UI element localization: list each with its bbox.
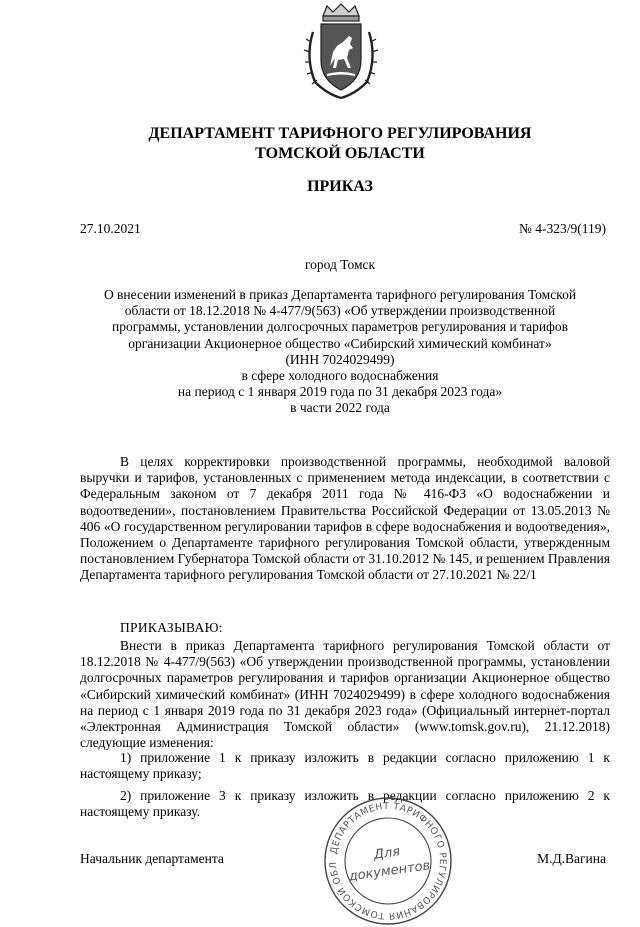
document-type: ПРИКАЗ — [307, 178, 373, 195]
subject-line: программы, установлении долгосрочных параметров регулирования и тарифов — [112, 319, 568, 335]
document-subject — [80, 287, 600, 417]
document-date: 27.10.2021 — [80, 221, 141, 236]
order-item-2: 2) приложение 3 к приказу изложить в редакции согласно приложению 2 к настоящему приказу. — [80, 788, 610, 820]
subject-line: (ИНН 7024029499) — [285, 351, 395, 367]
signature-position: Начальник департамента — [80, 851, 224, 866]
document-city: город Томск — [304, 257, 376, 272]
order-heading: ПРИКАЗЫВАЮ: — [120, 620, 223, 635]
stamp-ring-text: ДЕПАРТАМЕНТ ТАРИФНОГО РЕГУЛИРОВАНИЯ ТОМСКОЙ ОБЛ — [327, 800, 449, 922]
subject-line: области от 18.12.2018 № 4-477/9(563) «Об утверждении производственной — [124, 303, 556, 319]
order-item-1: 1) приложение 1 к приказу изложить в редакции согласно приложению 1 к настоящему приказу; — [80, 750, 610, 782]
org-title-line2: ТОМСКОЙ ОБЛАСТИ — [255, 145, 425, 162]
subject-line: на период с 1 января 2019 года по 31 декабря 2023 года» — [177, 384, 503, 400]
official-stamp — [322, 795, 454, 927]
order-paragraph: Внести в приказ Департамента тарифного регулирования Томской области от 18.12.2018 № 4-477/9(563) «Об утверждении производственной программы, установлении долгосрочных параметров регулирования и тарифов организации Акционерное общество «Сибирский химический комбинат» (ИНН 7024029499) в сфере холодного водоснабжения на период с 1 января 2019 года по 31 декабря 2023 года» (Официальный интернет-портал «Электронная Администрация Томской области» (www.tomsk.gov.ru), 21.12.2018) следующие изменения: — [80, 638, 610, 751]
stamp-center-line2: документов — [347, 858, 432, 885]
subject-line: организации Акционерное общество «Сибирский химический комбинат» — [128, 335, 552, 351]
subject-line: в части 2022 года — [290, 400, 390, 416]
subject-line: О внесении изменений в приказ Департамента тарифного регулирования Томской — [103, 287, 577, 302]
document-number: № 4-323/9(119) — [519, 221, 606, 236]
signature-name: М.Д.Вагина — [537, 851, 606, 866]
stamp-center-line1: Для — [372, 844, 402, 863]
coat-of-arms-emblem — [297, 2, 385, 102]
org-title-line1: ДЕПАРТАМЕНТ ТАРИФНОГО РЕГУЛИРОВАНИЯ — [148, 125, 532, 142]
preamble-paragraph: В целях корректировки производственной программы, необходимой валовой выручки и тарифов, установленных с применением метода индексации, в соответствии с Федеральным законом от 7 декабря 2011 года № 416-ФЗ «О водоснабжении и водоотведении», постановлением Правительства Российской Федерации от 13.05.2013 № 406 «О государственном регулировании тарифов в сфере водоснабжения и водоотведения», Положением о Департаменте тарифного регулирования Томской области, утвержденным постановлением Губернатора Томской области от 31.10.2012 № 145, и решением Правления Департамента тарифного регулирования Томской области от 27.10.2021 № 22/1 — [80, 454, 610, 583]
subject-line: в сфере холодного водоснабжения — [241, 368, 439, 384]
